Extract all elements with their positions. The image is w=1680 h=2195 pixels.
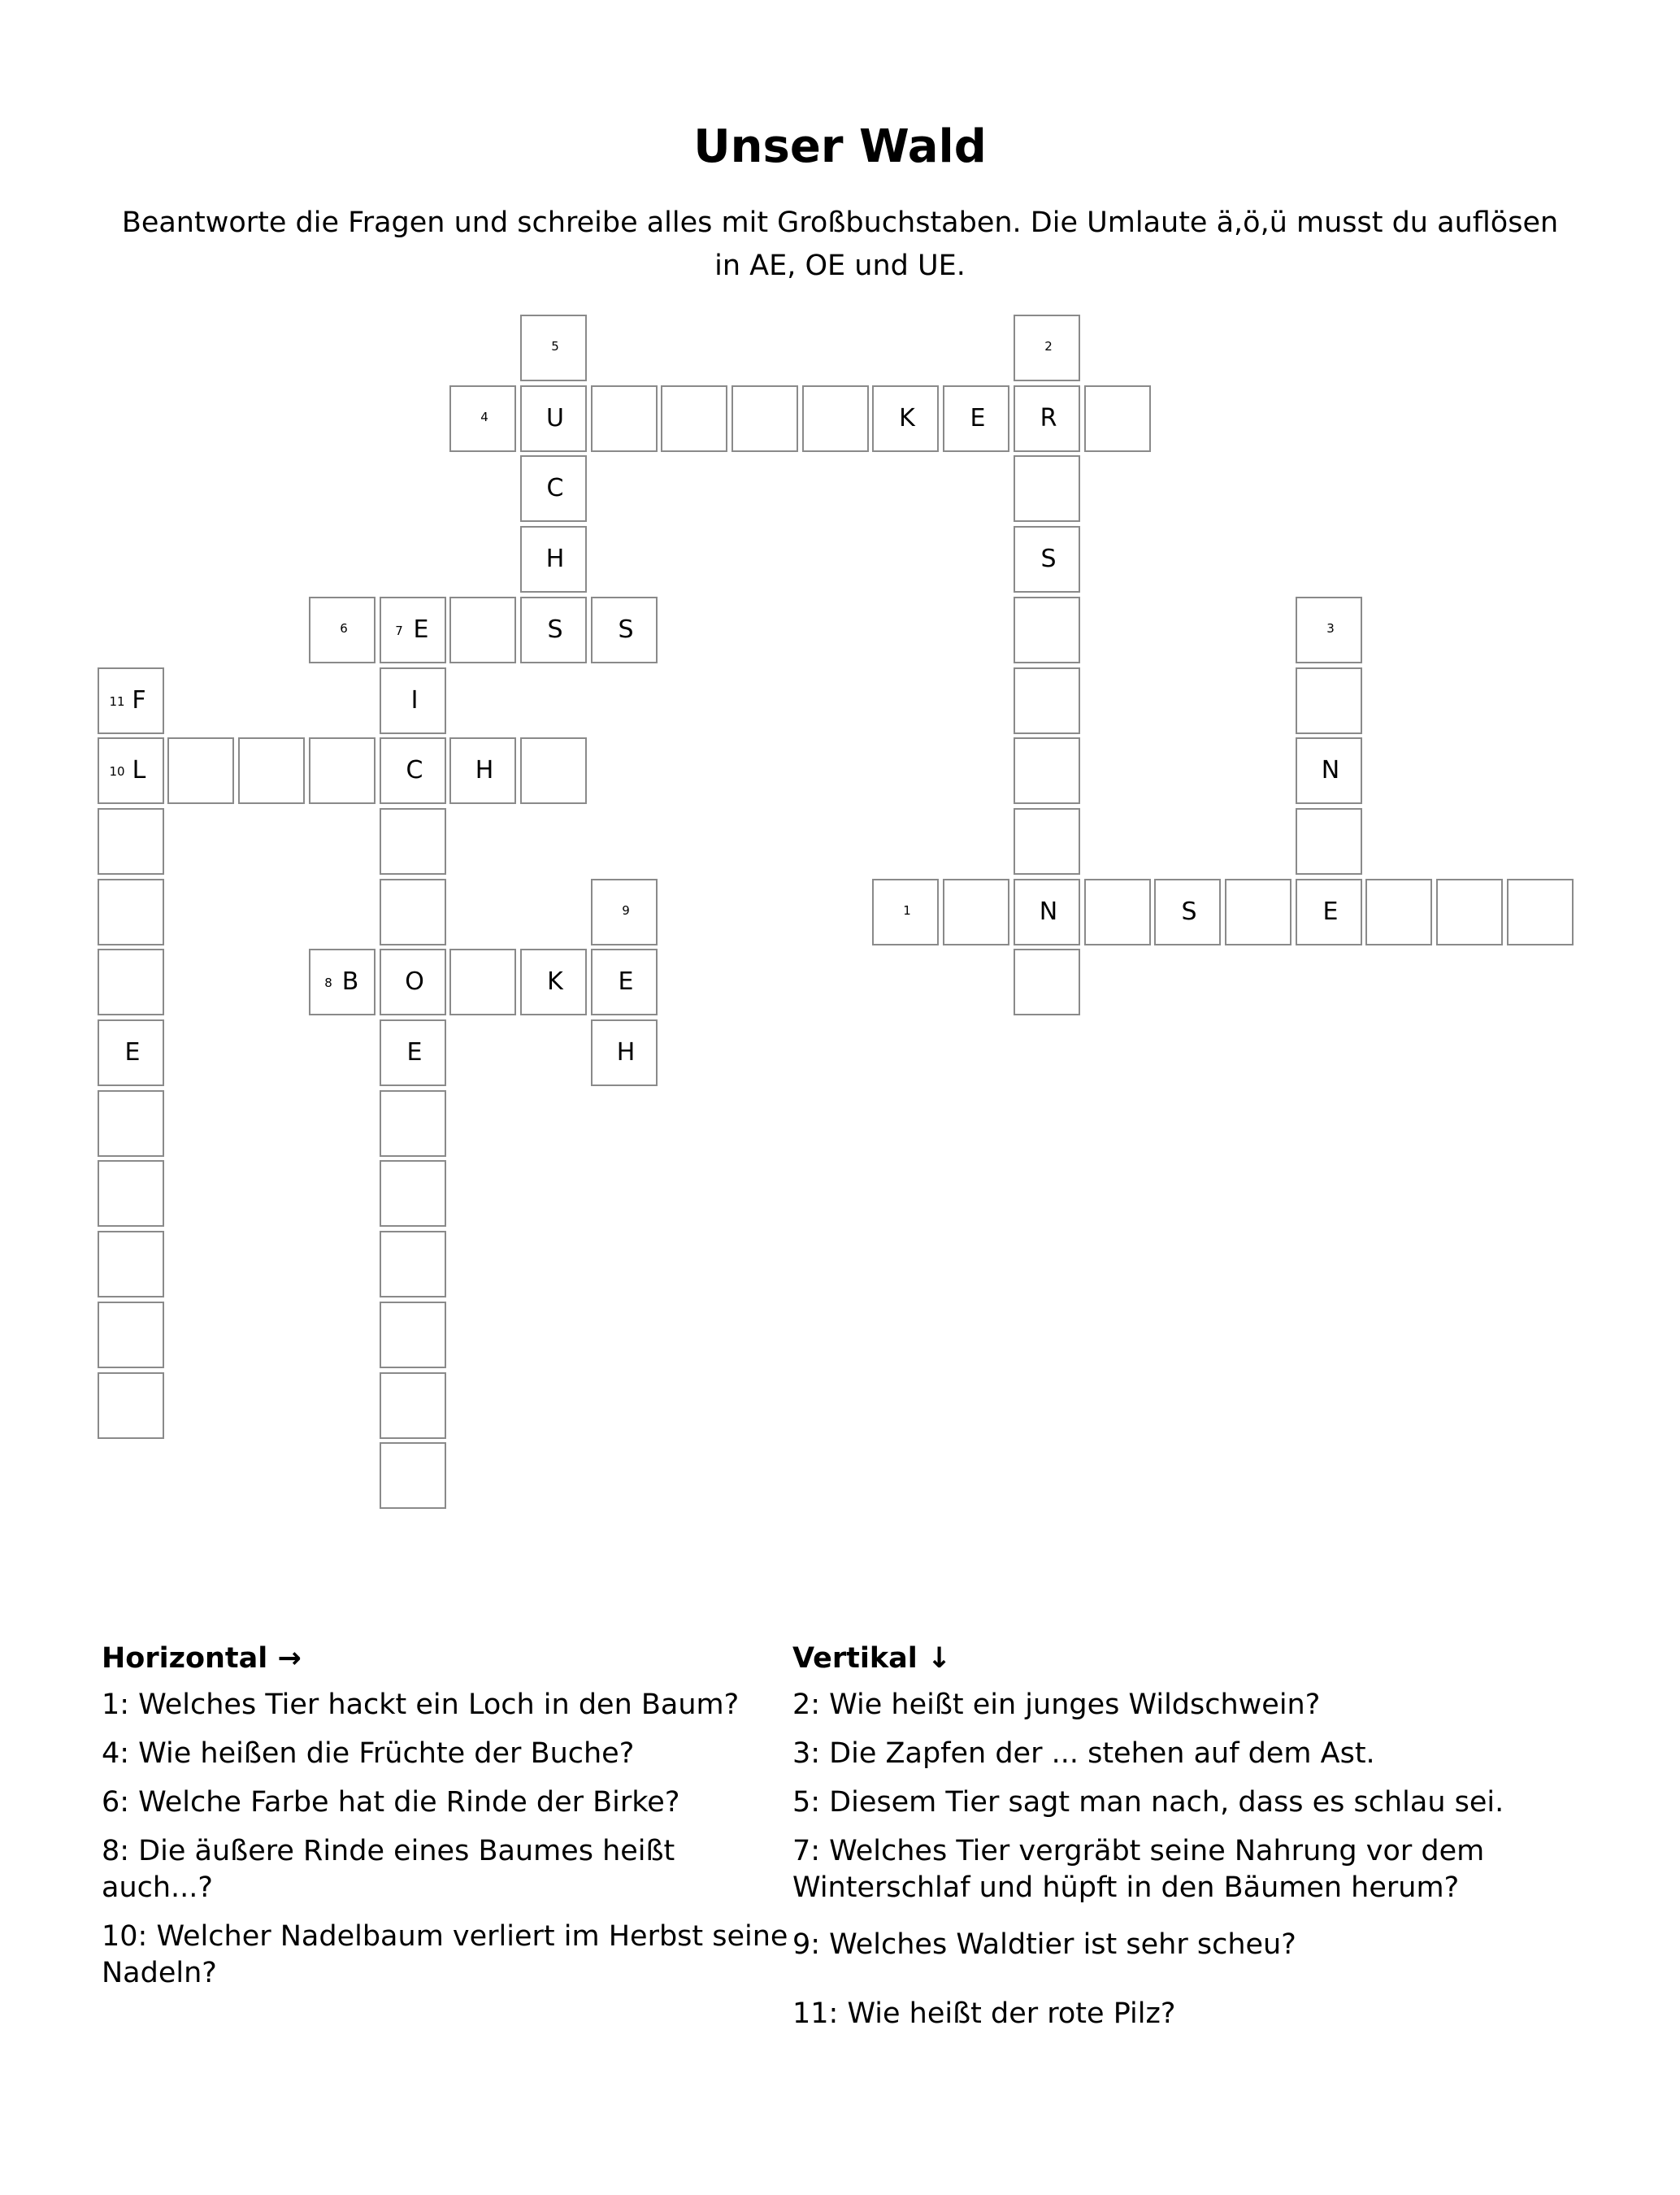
horizontal-heading: Horizontal → xyxy=(102,1642,302,1675)
grid-cell[interactable] xyxy=(380,1442,446,1509)
grid-cell[interactable] xyxy=(449,597,516,663)
grid-cell[interactable] xyxy=(380,879,446,945)
grid-cell[interactable] xyxy=(98,667,164,734)
grid-cell[interactable] xyxy=(309,949,376,1015)
grid-cell[interactable] xyxy=(1014,667,1080,734)
cell-letter: L xyxy=(132,756,146,785)
grid-cell[interactable] xyxy=(449,737,516,804)
cell-letter: S xyxy=(1181,898,1197,926)
grid-cell[interactable] xyxy=(1296,808,1362,875)
grid-cell[interactable] xyxy=(309,737,376,804)
clue-number: 3 xyxy=(1326,621,1335,636)
clue-number: 8 xyxy=(324,976,332,990)
clue-item: 4: Wie heißen die Früchte der Buche? xyxy=(102,1737,635,1770)
clue-item: 1: Welches Tier hackt ein Loch in den Baum? xyxy=(102,1689,740,1721)
grid-cell[interactable] xyxy=(1084,385,1151,452)
clue-item: 8: Die äußere Rinde eines Baumes heißt auch...? xyxy=(102,1835,675,1904)
grid-cell[interactable] xyxy=(731,385,798,452)
grid-cell[interactable] xyxy=(98,1372,164,1439)
grid-cell[interactable] xyxy=(1225,879,1291,945)
page-title: Unser Wald xyxy=(693,120,987,173)
grid-cell[interactable] xyxy=(167,737,234,804)
grid-cell[interactable] xyxy=(1014,597,1080,663)
grid-cell[interactable] xyxy=(591,949,658,1015)
grid-cell[interactable] xyxy=(1014,315,1080,381)
cell-letter: H xyxy=(545,545,565,573)
grid-cell[interactable] xyxy=(380,667,446,734)
cell-letter: N xyxy=(1039,898,1058,926)
grid-cell[interactable] xyxy=(380,1372,446,1439)
grid-cell[interactable] xyxy=(380,949,446,1015)
grid-cell[interactable] xyxy=(98,1019,164,1086)
grid-cell[interactable] xyxy=(1507,879,1574,945)
clue-number: 5 xyxy=(551,339,559,354)
grid-cell[interactable] xyxy=(1296,597,1362,663)
clue-item: 9: Welches Waldtier ist sehr scheu? xyxy=(792,1928,1296,1961)
grid-cell[interactable] xyxy=(98,808,164,875)
grid-cell[interactable] xyxy=(380,737,446,804)
cell-letter: E xyxy=(618,967,634,996)
grid-cell[interactable] xyxy=(520,949,587,1015)
cell-letter: H xyxy=(616,1038,636,1067)
clue-number: 1 xyxy=(903,903,911,918)
grid-cell[interactable] xyxy=(591,385,658,452)
cell-letter: C xyxy=(546,474,564,502)
horizontal-clues xyxy=(102,1638,788,1989)
cell-letter: U xyxy=(546,404,564,432)
clue-number: 9 xyxy=(622,903,630,918)
grid-cell[interactable] xyxy=(1014,455,1080,522)
cell-letter: S xyxy=(547,615,563,644)
clue-item: 11: Wie heißt der rote Pilz? xyxy=(792,1997,1176,2030)
grid-cell[interactable] xyxy=(872,385,939,452)
grid-cell[interactable] xyxy=(520,597,587,663)
grid-cell[interactable] xyxy=(1365,879,1432,945)
clue-item: 3: Die Zapfen der ... stehen auf dem Ast. xyxy=(792,1737,1375,1770)
grid-cell[interactable] xyxy=(661,385,727,452)
grid-cell[interactable] xyxy=(1014,526,1080,593)
vertical-heading: Vertikal ↓ xyxy=(792,1642,952,1675)
cell-letter: B xyxy=(341,967,359,996)
grid-cell[interactable] xyxy=(1014,808,1080,875)
cell-letter: O xyxy=(405,967,424,996)
cell-letter: K xyxy=(547,967,563,996)
clue-item: 5: Diesem Tier sagt man nach, dass es schlau sei. xyxy=(792,1786,1504,1819)
grid-cell[interactable] xyxy=(98,1160,164,1227)
cell-letter: E xyxy=(413,615,429,644)
cell-letter: C xyxy=(406,756,423,785)
clue-item: 7: Welches Tier vergräbt seine Nahrung vor dem Winterschlaf und hüpft in den Bäumen herum? xyxy=(792,1835,1485,1904)
grid-cell[interactable] xyxy=(520,737,587,804)
grid-cell[interactable] xyxy=(1154,879,1221,945)
cell-letter: S xyxy=(1040,545,1057,573)
grid-cell[interactable] xyxy=(520,455,587,522)
grid-cell[interactable] xyxy=(520,385,587,452)
grid-cell[interactable] xyxy=(520,526,587,593)
clue-number: 7 xyxy=(395,624,403,638)
grid-cell[interactable] xyxy=(98,949,164,1015)
grid-cell[interactable] xyxy=(1014,737,1080,804)
grid-cell[interactable] xyxy=(380,1231,446,1297)
grid-cell[interactable] xyxy=(1014,879,1080,945)
cell-letter: S xyxy=(618,615,634,644)
clue-number: 2 xyxy=(1044,339,1053,354)
cell-letter: F xyxy=(132,686,146,715)
grid-cell[interactable] xyxy=(380,1160,446,1227)
grid-cell[interactable] xyxy=(238,737,305,804)
grid-cell[interactable] xyxy=(98,1090,164,1157)
clue-number: 4 xyxy=(480,410,488,424)
grid-cell[interactable] xyxy=(1296,737,1362,804)
grid-cell[interactable] xyxy=(1436,879,1503,945)
grid-cell[interactable] xyxy=(449,949,516,1015)
grid-cell[interactable] xyxy=(380,597,446,663)
clue-number: 11 xyxy=(109,694,125,709)
grid-cell[interactable] xyxy=(380,808,446,875)
cell-letter: E xyxy=(406,1038,423,1067)
grid-cell[interactable] xyxy=(449,385,516,452)
grid-cell[interactable] xyxy=(872,879,939,945)
grid-cell[interactable] xyxy=(802,385,869,452)
grid-cell[interactable] xyxy=(380,1090,446,1157)
grid-cell[interactable] xyxy=(591,597,658,663)
grid-cell[interactable] xyxy=(591,879,658,945)
cell-letter: E xyxy=(124,1038,141,1067)
grid-cell[interactable] xyxy=(1296,667,1362,734)
clue-item: 10: Welcher Nadelbaum verliert im Herbst seine Nadeln? xyxy=(102,1920,788,1989)
clue-item: 6: Welche Farbe hat die Rinde der Birke? xyxy=(102,1786,680,1819)
cell-letter: E xyxy=(970,404,986,432)
grid-cell[interactable] xyxy=(98,737,164,804)
cell-letter: H xyxy=(475,756,494,785)
grid-cell[interactable] xyxy=(943,385,1009,452)
grid-cell[interactable] xyxy=(943,879,1009,945)
cell-letter: I xyxy=(410,686,419,715)
grid-cell[interactable] xyxy=(380,1302,446,1368)
instructions: Beantworte die Fragen und schreibe alles mit Großbuchstaben. Die Umlaute ä,ö,ü musst du auflösen in AE, OE und UE. xyxy=(121,206,1559,282)
cell-letter: R xyxy=(1040,404,1057,432)
clue-number: 6 xyxy=(340,621,348,636)
grid-cell[interactable] xyxy=(1014,385,1080,452)
grid-cell[interactable] xyxy=(309,597,376,663)
grid-cell[interactable] xyxy=(1014,949,1080,1015)
grid-cell[interactable] xyxy=(520,315,587,381)
clue-item: 2: Wie heißt ein junges Wildschwein? xyxy=(792,1689,1321,1721)
grid-cell[interactable] xyxy=(98,1302,164,1368)
cell-letter: K xyxy=(899,404,915,432)
vertical-clues xyxy=(792,1638,1508,2030)
clue-number: 10 xyxy=(109,764,125,779)
cell-letter: E xyxy=(1322,898,1339,926)
cell-letter: N xyxy=(1321,756,1340,785)
grid-cell[interactable] xyxy=(98,879,164,945)
grid-cell[interactable] xyxy=(380,1019,446,1086)
grid-cell[interactable] xyxy=(1296,879,1362,945)
grid-cell[interactable] xyxy=(591,1019,658,1086)
grid-cell[interactable] xyxy=(1084,879,1151,945)
grid-cell[interactable] xyxy=(98,1231,164,1297)
